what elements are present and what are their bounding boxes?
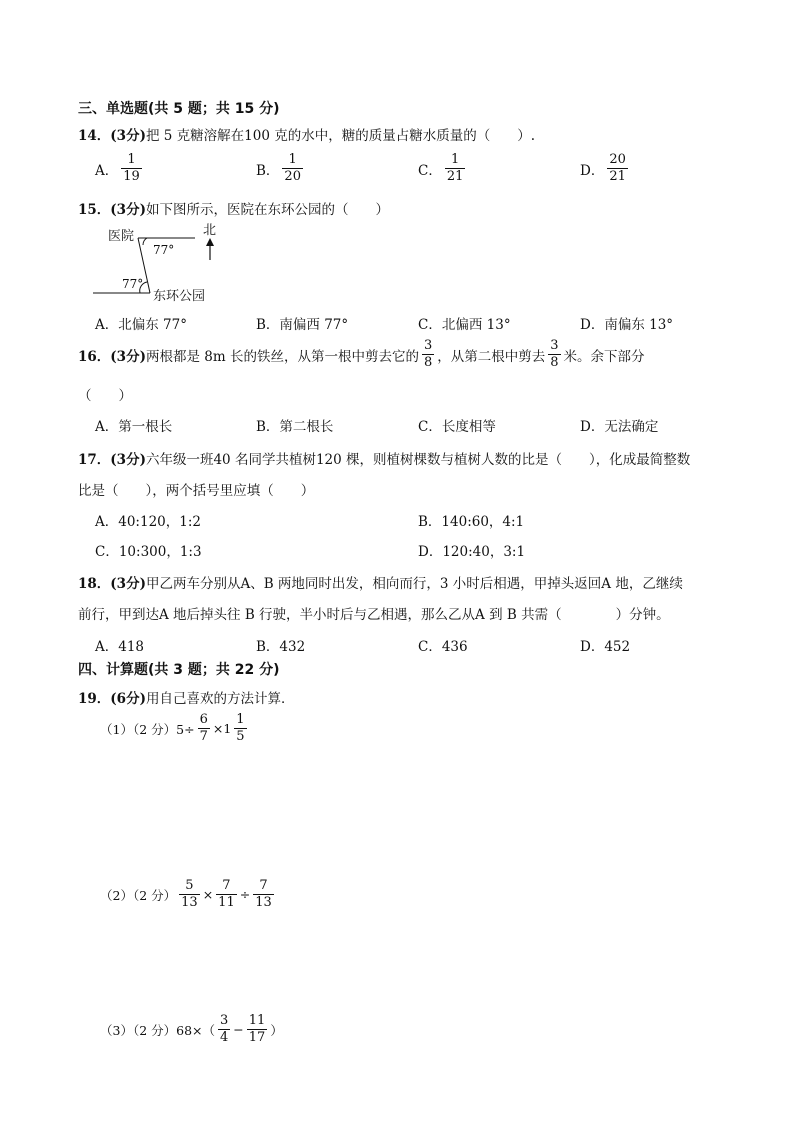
question-number: 14．(3分) xyxy=(78,128,146,144)
question-17-line2: 比是（ ），两个括号里应填（ ） xyxy=(78,483,315,499)
option-d[interactable]: D．452 xyxy=(580,639,631,655)
question-number: 18．(3分) xyxy=(78,576,146,592)
angle-arc-top xyxy=(143,238,147,245)
question-number: 15．(3分) xyxy=(78,202,146,218)
section-title-3: 三、单选题(共 5 题；共 15 分) xyxy=(78,101,280,117)
option-d[interactable]: D．120:40，3:1 xyxy=(418,544,526,560)
option-c[interactable]: C． $\frac{1}{21}$ xyxy=(418,152,464,184)
option-b[interactable]: B．第二根长 xyxy=(256,419,334,435)
arrow-head-icon xyxy=(206,238,214,246)
option-a[interactable]: A． $\frac{1}{19}$ xyxy=(95,152,140,184)
north-label: 北 xyxy=(203,223,217,238)
sub-question-1: （1）（2 分）5÷ $\frac{6}{7}$ ×1 $\frac{1}{5}$ xyxy=(100,712,245,744)
hospital-label: 医院 xyxy=(108,229,135,244)
question-16: 16．(3分) 两根都是 8m 长的铁丝，从第一根中剪去它的 $\frac{3}{8}$ ，从第二根中剪去 $\frac{3}{8}$ 米。余下部分 xyxy=(78,338,645,370)
question-19: 19．(6分)用自己喜欢的方法计算． xyxy=(78,691,295,707)
direction-diagram xyxy=(90,218,230,308)
angle-top-label: 77° xyxy=(153,243,175,257)
sub-question-3: （3）（2 分）68×（ $\frac{3}{4}$ − $\frac{11}{17}$ ） xyxy=(100,1013,283,1045)
question-14 xyxy=(78,124,535,144)
option-b[interactable]: B．432 xyxy=(256,639,306,655)
question-text: 如下图所示，医院在东环公园的（ ） xyxy=(145,202,389,218)
option-c[interactable]: C．436 xyxy=(418,639,468,655)
option-d[interactable]: D．南偏东 13° xyxy=(580,317,674,333)
option-d[interactable]: D．无法确定 xyxy=(580,419,659,435)
option-a[interactable]: A．418 xyxy=(95,639,145,655)
sub-question-2: （2）（2 分） $\frac{5}{13}$ × $\frac{7}{11}$ ÷ $\frac{7}{13}$ xyxy=(100,878,272,910)
question-number: 17．(3分) xyxy=(78,452,146,468)
option-b[interactable]: B． $\frac{1}{20}$ xyxy=(256,152,301,184)
section-title-4: 四、计算题(共 3 题；共 22 分) xyxy=(78,662,280,678)
question-18-line2: 前行，甲到达A 地后掉头往 B 行驶，半小时后与乙相遇，那么乙从A 到 B 共需（ ）分钟。 xyxy=(78,607,670,623)
option-a[interactable]: A．第一根长 xyxy=(95,419,173,435)
option-a[interactable]: A．40:120，1:2 xyxy=(95,514,201,530)
question-number: 16．(3分) xyxy=(78,348,146,365)
option-c[interactable]: C．北偏西 13° xyxy=(418,317,511,333)
answer-parentheses: （ ） xyxy=(78,388,132,404)
question-17: 17．(3分)六年级一班40 名同学共植树120 棵，则植树棵数与植树人数的比是（ ），化成最简整数 xyxy=(78,452,691,468)
option-b[interactable]: B．140:60，4:1 xyxy=(418,514,525,530)
question-18: 18．(3分)甲乙两车分别从A、B 两地同时出发，相向而行，3 小时后相遇，甲掉头返回A 地，乙继续 xyxy=(78,576,683,592)
option-c[interactable]: C．长度相等 xyxy=(418,419,496,435)
question-number: 19．(6分) xyxy=(78,691,146,707)
question-15 xyxy=(78,198,389,218)
park-label: 东环公园 xyxy=(153,289,206,304)
question-text: 把 5 克糖溶解在100 克的水中，糖的质量占糖水质量的（ ）. xyxy=(145,128,535,144)
option-c[interactable]: C．10:300，1:3 xyxy=(95,544,202,560)
option-a[interactable]: A．北偏东 77° xyxy=(95,317,187,333)
option-d[interactable]: D． $\frac{20}{21}$ xyxy=(580,152,626,184)
angle-bottom-label: 77° xyxy=(122,277,144,291)
option-b[interactable]: B．南偏西 77° xyxy=(256,317,349,333)
